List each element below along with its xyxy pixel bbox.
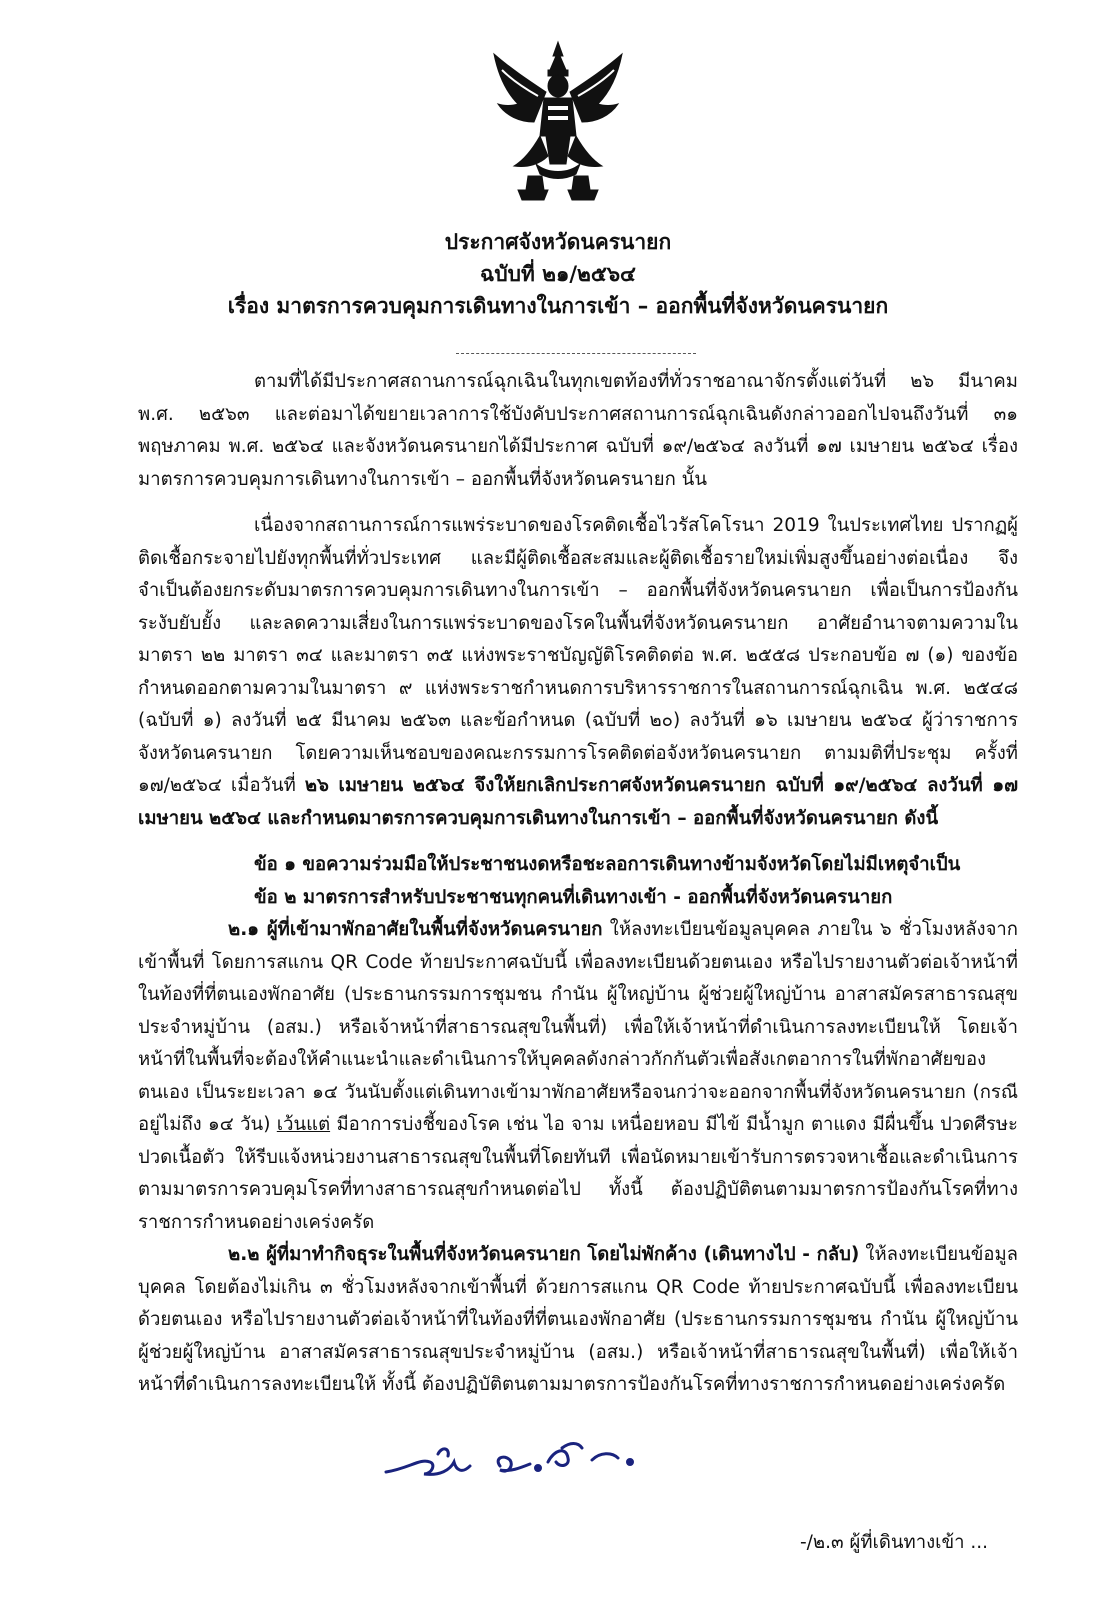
clause-2-1-text-a: ให้ลงทะเบียนข้อมูลบุคคล ภายใน ๖ ชั่วโมงหลังจากเข้าพื้นที่ โดยการสแกน QR Code ท้ายประกาศฉบับนี้ เพื่อลงทะเบียนด้วยตนเอง หรือไปรายงานตัวต่อเจ้าหน้าที่ในท้องที่ที่ตนเองพักอาศัย (ประธานกรรมการชุมชน กำนัน ผู้ใหญ่บ้าน ผู้ช่วยผู้ใหญ่บ้าน อาสาสมัครสาธารณสุขประจำหมู่บ้าน (อสม.) หรือเจ้าหน้าที่สาธารณสุขในพื้นที่) เพื่อให้เจ้าหน้าที่ดำเนินการลงทะเบียนให้ โดยเจ้าหน้าที่ในพื้นที่จะต้องให้คำแนะนำและดำเนินการให้บุคคลดังกล่าวกักกันตัวเพื่อสังเกตอาการในที่พักอาศัยของตนเอง เป็นระยะเวลา ๑๔ วันนับตั้งแต่เดินทางเข้ามาพักอาศัยหรือจนกว่าจะออกจากพื้นที่จังหวัดนครนายก (กรณีอยู่ไม่ถึง ๑๔ วัน)	[138, 919, 1018, 1135]
paragraph-authority-bold-text: ๒๖ เมษายน ๒๕๖๔ จึงให้ยกเลิกประกาศจังหวัดนครนายก ฉบับที่ ๑๙/๒๕๖๔ ลงวันที่ ๑๗ เมษายน ๒๕๖๔ และกำหนดมาตรการควบคุมการเดินทางในการเข้า – ออกพื้นที่จังหวัดนครนายก ดังนี้	[138, 775, 1018, 829]
continuation-note: -/๒.๓ ผู้ที่เดินทางเข้า ...	[800, 1532, 989, 1553]
announcement-title: ประกาศจังหวัดนครนายก	[444, 230, 672, 254]
announcement-subject: เรื่อง มาตรการควบคุมการเดินทางในการเข้า – ออกพื้นที่จังหวัดนครนายก	[227, 294, 889, 318]
paragraph-authority	[138, 510, 1018, 835]
header-divider	[456, 353, 696, 354]
clause-2-1-heading: ๒.๑ ผู้ที่เข้ามาพักอาศัยในพื้นที่จังหวัดนครนายก	[228, 919, 603, 940]
announcement-issue-number: ฉบับที่ ๒๑/๒๕๖๔	[480, 262, 636, 286]
clause-2-2	[138, 1239, 1018, 1402]
garuda-emblem-icon	[488, 40, 628, 202]
announcement-body	[138, 366, 1018, 1402]
clause-2-2-heading: ๒.๒ ผู้ที่มาทำกิจธุระในพื้นที่จังหวัดนครนายก โดยไม่พักค้าง (เดินทางไป - กลับ)	[228, 1244, 860, 1265]
handwritten-signature	[380, 1428, 650, 1488]
clause-2-2-text: ให้ลงทะเบียนข้อมูลบุคคล โดยต้องไม่เกิน ๓ ชั่วโมงหลังจากเข้าพื้นที่ ด้วยการสแกน QR Code ท้ายประกาศฉบับนี้ เพื่อลงทะเบียนด้วยตนเอง หรือไปรายงานตัวต่อเจ้าหน้าที่ในท้องที่ที่ตนเองพักอาศัย (ประธานกรรมการชุมชน กำนัน ผู้ใหญ่บ้าน ผู้ช่วยผู้ใหญ่บ้าน อาสาสมัครสาธารณสุขประจำหมู่บ้าน (อสม.) หรือเจ้าหน้าที่สาธารณสุขในพื้นที่) เพื่อให้เจ้าหน้าที่ดำเนินการลงทะเบียนให้ ทั้งนี้ ต้องปฏิบัติตนตามมาตรการป้องกันโรคที่ทางราชการกำหนดอย่างเคร่งครัด	[138, 1244, 1018, 1395]
clause-2-1	[138, 914, 1018, 1239]
clause-2-1-text-b: มีอาการบ่งชี้ของโรค เช่น ไอ จาม เหนื่อยหอบ มีไข้ มีน้ำมูก ตาแดง มีผื่นขึ้น ปวดศีรษะ ปวดเนื้อตัว ให้รีบแจ้งหน่วยงานสาธารณสุขในพื้นที่โดยทันที เพื่อนัดหมายเข้ารับการตรวจหาเชื้อและดำเนินการตามมาตรการควบคุมโรคที่ทางสาธารณสุขกำหนดต่อไป ทั้งนี้ ต้องปฏิบัติตนตามมาตรการป้องกันโรคที่ทางราชการกำหนดอย่างเคร่งครัด	[138, 1114, 1018, 1233]
clause-1: ข้อ ๑ ขอความร่วมมือให้ประชาชนงดหรือชะลอการเดินทางข้ามจังหวัดโดยไม่มีเหตุจำเป็น	[254, 854, 961, 875]
clause-2: ข้อ ๒ มาตรการสำหรับประชาชนทุกคนที่เดินทางเข้า - ออกพื้นที่จังหวัดนครนายก	[254, 886, 893, 908]
paragraph-authority-text: เนื่องจากสถานการณ์การแพร่ระบาดของโรคติดเชื้อไวรัสโคโรนา 2019 ในประเทศไทย ปรากฏผู้ติดเชื้อกระจายไปยังทุกพื้นที่ทั่วประเทศ และมีผู้ติดเชื้อสะสมและผู้ติดเชื้อรายใหม่เพิ่มสูงขึ้นอย่างต่อเนื่อง จึงจำเป็นต้องยกระดับมาตรการควบคุมการเดินทางในการเข้า – ออกพื้นที่จังหวัดนครนายก เพื่อเป็นการป้องกัน ระงับยับยั้ง และลดความเสี่ยงในการแพร่ระบาดของโรคในพื้นที่จังหวัดนครนายก อาศัยอำนาจตามความในมาตรา ๒๒ มาตรา ๓๔ และมาตรา ๓๕ แห่งพระราชบัญญัติโรคติดต่อ พ.ศ. ๒๕๕๘ ประกอบข้อ ๗ (๑) ของข้อกำหนดออกตามความในมาตรา ๙ แห่งพระราชกำหนดการบริหารราชการในสถานการณ์ฉุกเฉิน พ.ศ. ๒๕๔๘ (ฉบับที่ ๑) ลงวันที่ ๒๕ มีนาคม ๒๕๖๓ และข้อกำหนด (ฉบับที่ ๒๐) ลงวันที่ ๑๖ เมษายน ๒๕๖๔ ผู้ว่าราชการจังหวัดนครนายก โดยความเห็นชอบของคณะกรรมการโรคติดต่อจังหวัดนครนายก ตามมติที่ประชุม ครั้งที่ ๑๗/๒๕๖๔ เมื่อวันที่	[138, 515, 1018, 796]
paragraph-background: ตามที่ได้มีประกาศสถานการณ์ฉุกเฉินในทุกเขตท้องที่ทั่วราชอาณาจักรตั้งแต่วันที่ ๒๖ มีนาคม พ.ศ. ๒๕๖๓ และต่อมาได้ขยายเวลาการใช้บังคับประกาศสถานการณ์ฉุกเฉินดังกล่าวออกไปจนถึงวันที่ ๓๑ พฤษภาคม พ.ศ. ๒๕๖๔ และจังหวัดนครนายกได้มีประกาศ ฉบับที่ ๑๙/๒๕๖๔ ลงวันที่ ๑๗ เมษายน ๒๕๖๔ เรื่อง มาตรการควบคุมการเดินทางในการเข้า – ออกพื้นที่จังหวัดนครนายก นั้น	[138, 371, 1018, 490]
clause-2-1-exception: เว้นแต่	[276, 1114, 331, 1135]
